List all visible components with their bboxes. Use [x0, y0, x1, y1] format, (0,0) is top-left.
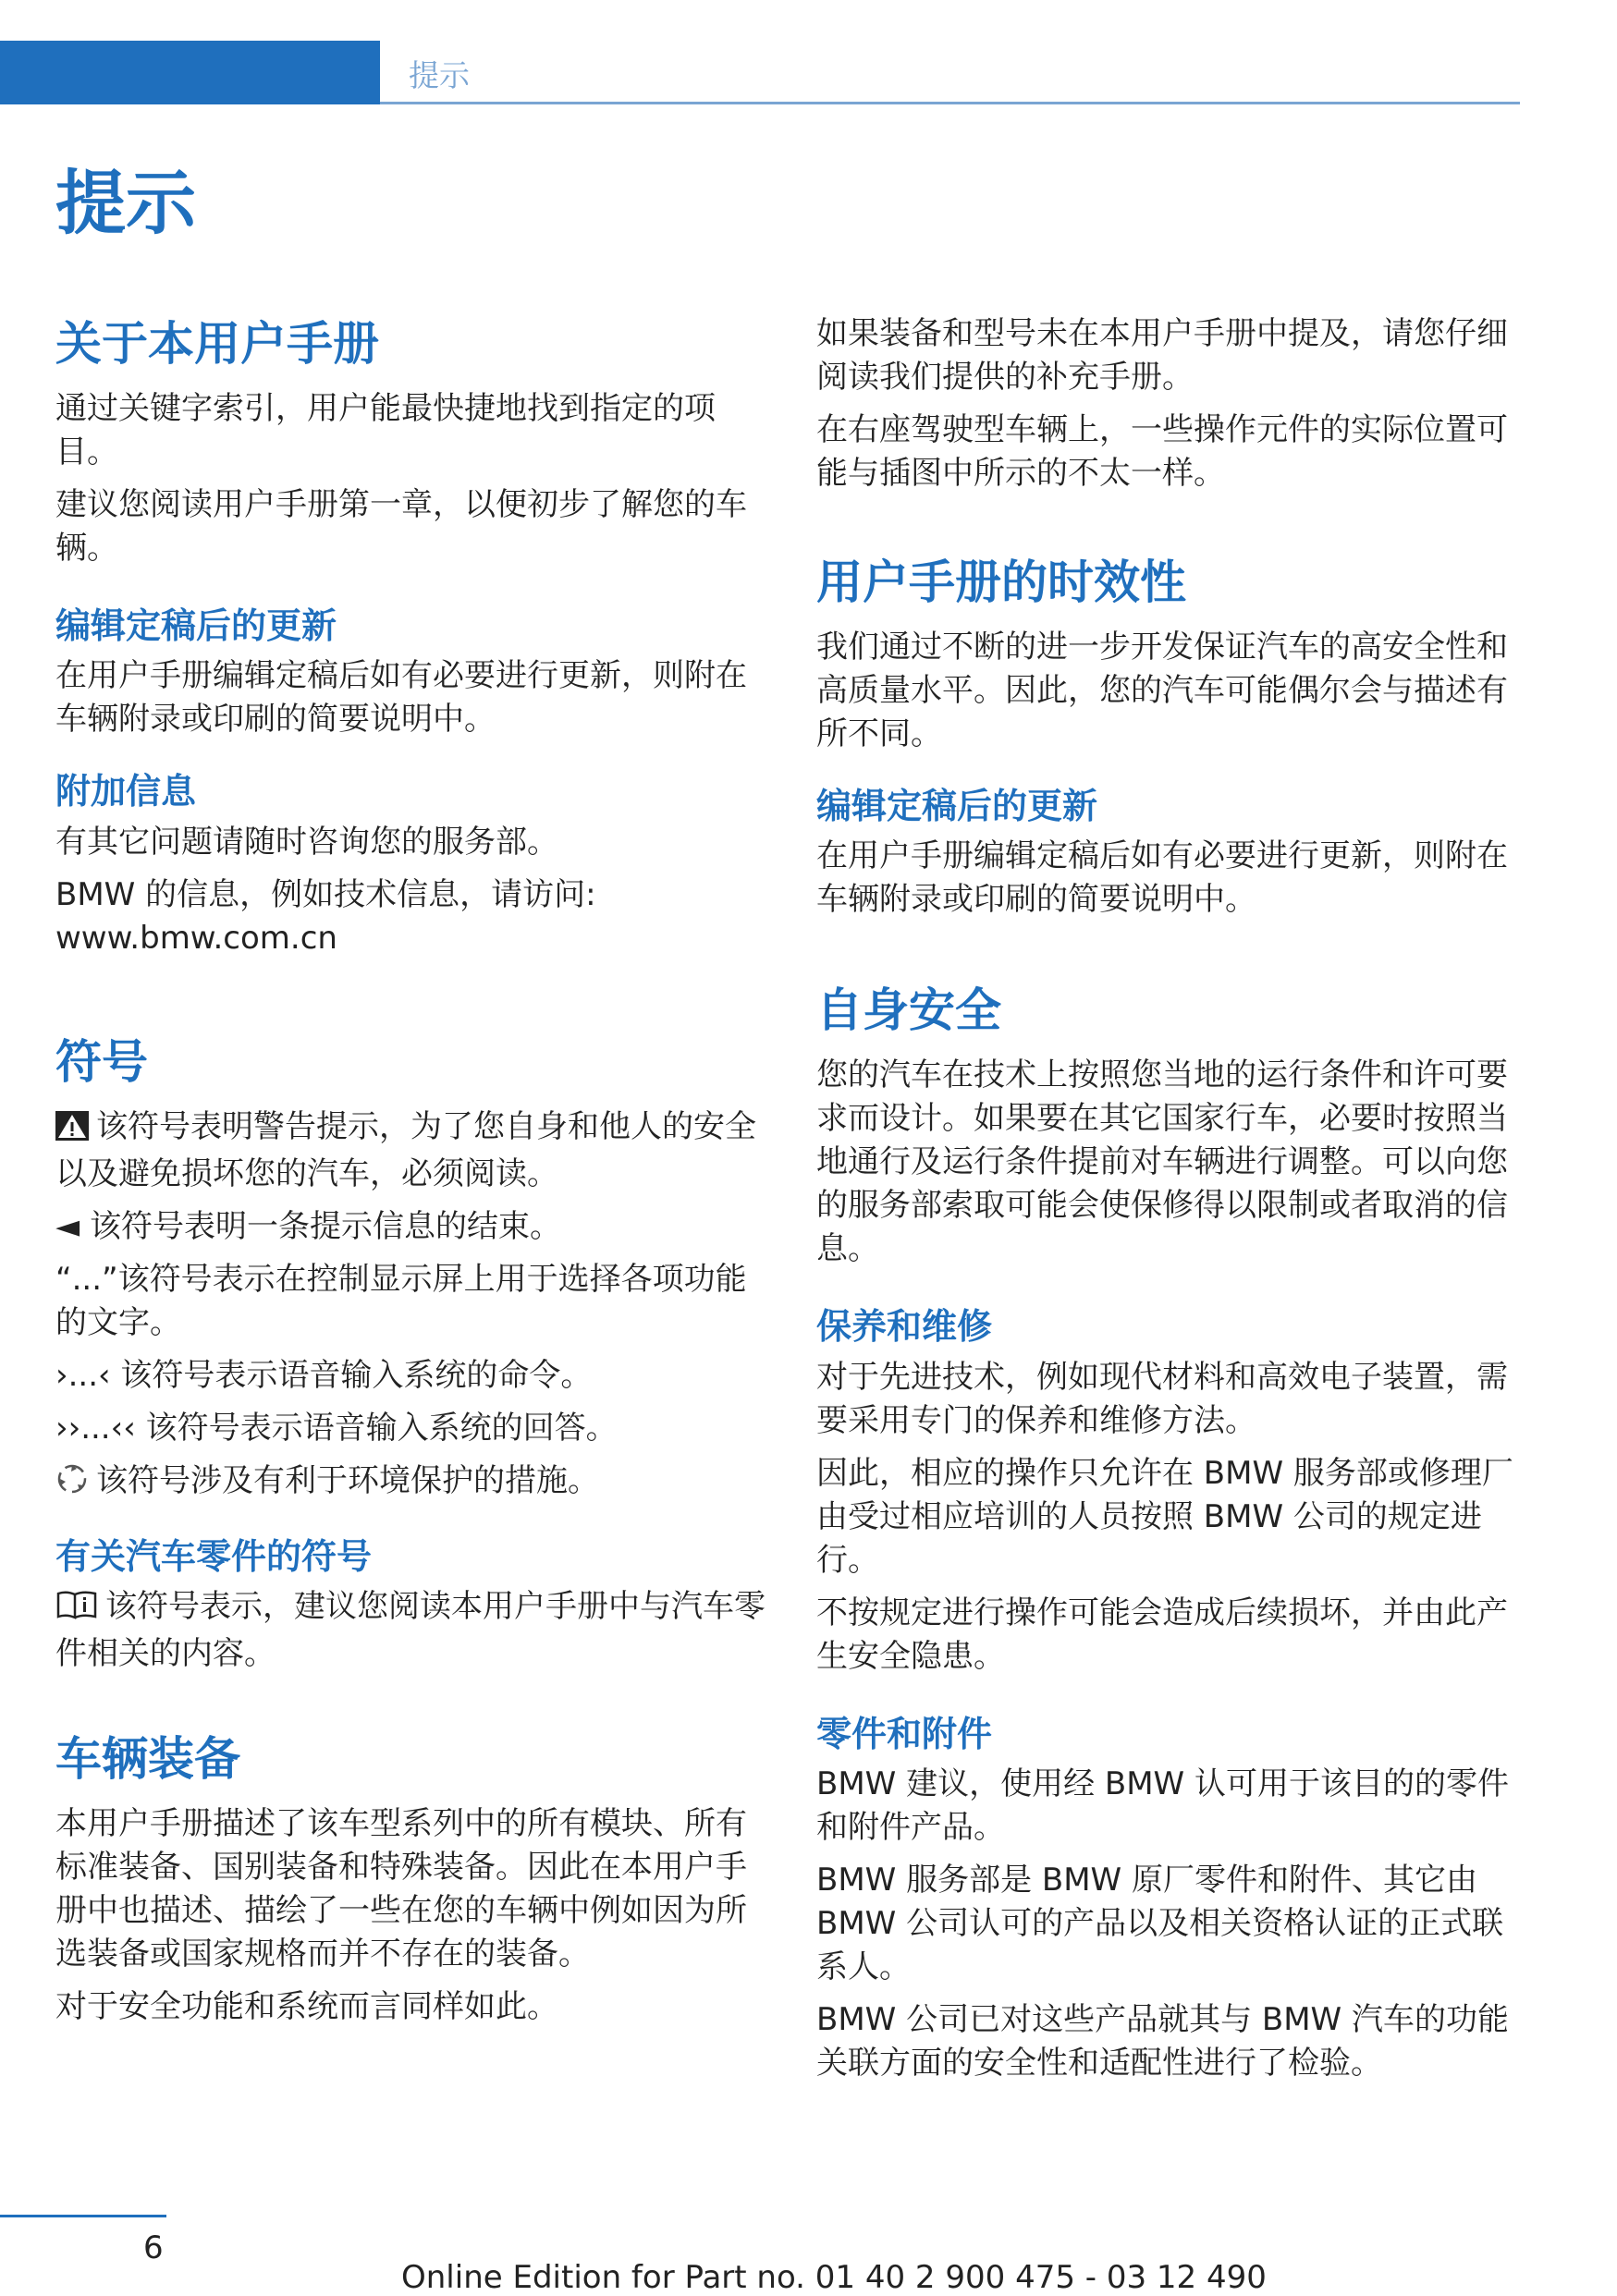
header-rule: [380, 102, 1520, 104]
edition-note: Online Edition for Part no. 01 40 2 900 475 - 03 12 490: [401, 2259, 1267, 2296]
page-number: 6: [143, 2229, 164, 2266]
bmw-website-url: www.bmw.com.cn: [55, 919, 337, 957]
section-title-manual-validity: 用户手册的时效性: [816, 556, 1186, 609]
section-title-vehicle-equipment: 车辆装备: [55, 1732, 240, 1787]
symbol-end-item: ◄ 该符号表明一条提示信息的结束。: [55, 1207, 561, 1245]
paragraph: 在用户手册编辑定稿后如有必要进行更新，则附在车辆附录或印刷的简要说明中。: [55, 657, 747, 739]
paragraph: 建议您阅读用户手册第一章，以便初步了解您的车辆。: [55, 486, 747, 567]
paragraph: 通过关键字索引，用户能最快捷地找到指定的项目。: [55, 390, 716, 470]
left-column: [55, 314, 767, 2029]
symbol-book-item: [55, 1585, 767, 1676]
subsection-title-parts-symbols: 有关汽车零件的符号: [55, 1535, 373, 1577]
paragraph: BMW 的信息，例如技术信息，请访问:: [55, 875, 596, 913]
paragraph: 因此，相应的操作只允许在 BMW 服务部或修理厂由受过相应培训的人员按照 BMW 公司的规定进行。: [816, 1454, 1513, 1579]
symbol-warning-item: [55, 1105, 767, 1196]
book-info-icon: [55, 1589, 98, 1632]
symbol-voice-command-item: ›...‹ 该符号表示语音输入系统的命令。: [55, 1356, 593, 1394]
paragraph: 不按规定进行操作可能会造成后续损坏，并由此产生安全隐患。: [816, 1594, 1508, 1675]
subsection-title-parts-accessories: 零件和附件: [816, 1713, 993, 1754]
warning-triangle-icon: [55, 1109, 89, 1153]
paragraph: 您的汽车在技术上按照您当地的运行条件和许可要求而设计。如果要在其它国家行车，必要时按照当地通行及运行条件提前对车辆进行调整。可以向您的服务部索取可能会使保修得以限制或者取消的信息。: [816, 1056, 1508, 1268]
paragraph: 本用户手册描述了该车型系列中的所有模块、所有标准装备、国别装备和特殊装备。因此在本用户手册中也描述、描绘了一些在您的车辆中例如因为所选装备或国家规格而并不存在的装备。: [55, 1805, 747, 1973]
paragraph: BMW 公司已对这些产品就其与 BMW 汽车的功能关联方面的安全性和适配性进行了检验。: [816, 2001, 1509, 2082]
symbol-book-text: 该符号表示，建议您阅读本用户手册中与汽车零件相关的内容。: [55, 1588, 766, 1673]
symbol-environment-item: [55, 1459, 767, 1507]
paragraph: 我们通过不断的进一步开发保证汽车的高安全性和高质量水平。因此，您的汽车可能偶尔会与描述有所不同。: [816, 629, 1508, 752]
symbol-environment-text: 该符号涉及有利于环境保护的措施。: [96, 1461, 599, 1499]
subsection-title-maintenance: 保养和维修: [816, 1306, 993, 1348]
paragraph: BMW 服务部是 BMW 原厂零件和附件、其它由 BMW 公司认可的产品以及相关资格认证的正式联系人。: [816, 1862, 1504, 1986]
subsection-title-additional-info: 附加信息: [55, 771, 197, 812]
subsection-title-updates: 编辑定稿后的更新: [816, 786, 1098, 826]
page-title: 提示: [55, 162, 196, 244]
footer-rule: [0, 2215, 166, 2217]
paragraph: 在右座驾驶型车辆上，一些操作元件的实际位置可能与插图中所示的不太一样。: [816, 411, 1508, 492]
section-title-about-manual: 关于本用户手册: [55, 317, 379, 371]
paragraph: 如果装备和型号未在本用户手册中提及，请您仔细阅读我们提供的补充手册。: [816, 315, 1508, 396]
symbol-voice-answer-item: ››...‹‹ 该符号表示语音输入系统的回答。: [55, 1409, 618, 1447]
paragraph: 对于安全功能和系统而言同样如此。: [55, 1988, 558, 2026]
section-title-own-safety: 自身安全: [816, 983, 1001, 1038]
header-section-label: 提示: [409, 57, 470, 93]
paragraph: 对于先进技术，例如现代材料和高效电子装置，需要采用专门的保养和维修方法。: [816, 1358, 1508, 1439]
symbol-warning-text: 该符号表明警告提示，为了您自身和他人的安全以及避免损坏您的汽车，必须阅读。: [55, 1107, 756, 1192]
subsection-title-updates: 编辑定稿后的更新: [55, 605, 337, 646]
symbol-display-item: “...”该符号表示在控制显示屏上用于选择各项功能的文字。: [55, 1260, 747, 1341]
header-bar: [0, 41, 380, 104]
right-column: [816, 312, 1528, 2085]
paragraph: BMW 建议，使用经 BMW 认可用于该目的的零件和附件产品。: [816, 1765, 1509, 1847]
recycle-icon: [55, 1463, 89, 1507]
paragraph: 有其它问题请随时咨询您的服务部。: [55, 823, 558, 861]
paragraph: 在用户手册编辑定稿后如有必要进行更新，则附在车辆附录或印刷的简要说明中。: [816, 837, 1508, 919]
section-title-symbols: 符号: [55, 1034, 148, 1089]
